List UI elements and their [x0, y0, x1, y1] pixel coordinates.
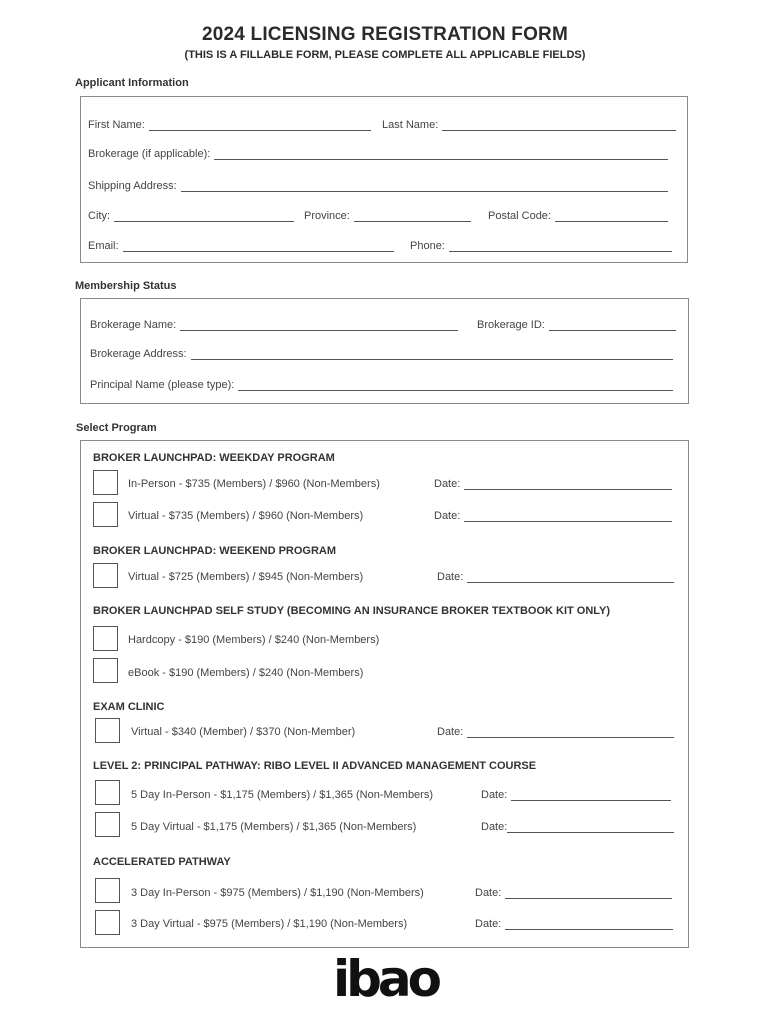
applicant-section-label: Applicant Information — [75, 77, 189, 89]
brokerage-id-input[interactable] — [549, 321, 676, 331]
exam-clinic-virtual-label: Virtual - $340 (Member) / $370 (Non-Member) — [131, 726, 356, 738]
brokerage-name-label: Brokerage Name: — [90, 319, 177, 331]
accelerated-virtual-checkbox[interactable] — [95, 910, 120, 935]
accelerated-heading: ACCELERATED PATHWAY — [93, 856, 231, 868]
date-label: Date: — [481, 821, 508, 833]
province-field[interactable] — [304, 210, 471, 222]
last-name-label: Last Name: — [382, 119, 439, 131]
weekend-virtual-label: Virtual - $725 (Members) / $945 (Non-Members) — [128, 571, 364, 583]
brokerage-id-field[interactable] — [477, 319, 676, 331]
shipping-address-input[interactable] — [181, 182, 668, 192]
self-study-hardcopy-label: Hardcopy - $190 (Members) / $240 (Non-Members) — [128, 634, 380, 646]
postal-code-input[interactable] — [555, 212, 668, 222]
level2-inperson-label: 5 Day In-Person - $1,175 (Members) / $1,365 (Non-Members) — [131, 789, 434, 801]
weekend-heading: BROKER LAUNCHPAD: WEEKEND PROGRAM — [93, 545, 337, 557]
accelerated-inperson-date-input[interactable] — [505, 889, 672, 899]
brokerage-address-field[interactable] — [90, 348, 673, 360]
weekday-inperson-checkbox[interactable] — [93, 470, 118, 495]
weekend-virtual-date-input[interactable] — [467, 573, 674, 583]
phone-label: Phone: — [410, 240, 445, 252]
exam-clinic-virtual-checkbox[interactable] — [95, 718, 120, 743]
phone-input[interactable] — [449, 242, 672, 252]
program-section-label: Select Program — [76, 422, 157, 434]
brokerage-input[interactable] — [214, 150, 668, 160]
exam-clinic-date-field[interactable] — [437, 726, 674, 738]
city-input[interactable] — [114, 212, 294, 222]
self-study-hardcopy-checkbox[interactable] — [93, 626, 118, 651]
weekday-virtual-date-input[interactable] — [464, 512, 672, 522]
membership-section-label: Membership Status — [75, 280, 177, 292]
weekday-virtual-date-field[interactable] — [434, 510, 672, 522]
email-field[interactable] — [88, 240, 394, 252]
page-title: 2024 LICENSING REGISTRATION FORM — [201, 24, 569, 45]
weekday-inperson-label: In-Person - $735 (Members) / $960 (Non-Members) — [128, 478, 380, 490]
level2-inperson-checkbox[interactable] — [95, 780, 120, 805]
accelerated-inperson-date-field[interactable] — [475, 887, 672, 899]
level2-virtual-checkbox[interactable] — [95, 812, 120, 837]
first-name-label: First Name: — [88, 119, 145, 131]
weekday-inperson-date-field[interactable] — [434, 478, 672, 490]
brokerage-address-input[interactable] — [191, 350, 673, 360]
last-name-field[interactable] — [382, 119, 676, 131]
weekday-inperson-date-input[interactable] — [464, 480, 672, 490]
date-label: Date: — [475, 887, 502, 899]
brokerage-address-label: Brokerage Address: — [90, 348, 187, 360]
email-input[interactable] — [123, 242, 394, 252]
self-study-ebook-checkbox[interactable] — [93, 658, 118, 683]
principal-name-field[interactable] — [90, 379, 673, 391]
level2-virtual-label: 5 Day Virtual - $1,175 (Members) / $1,365 (Non-Members) — [131, 821, 417, 833]
self-study-heading: BROKER LAUNCHPAD SELF STUDY (BECOMING AN INSURANCE BROKER TEXTBOOK KIT ONLY) — [93, 605, 611, 617]
ibao-logo: ibao — [333, 950, 439, 1008]
brokerage-name-field[interactable] — [90, 319, 458, 331]
brokerage-name-input[interactable] — [180, 321, 458, 331]
first-name-input[interactable] — [149, 121, 371, 131]
brokerage-id-label: Brokerage ID: — [477, 319, 545, 331]
shipping-address-label: Shipping Address: — [88, 180, 177, 192]
brokerage-field[interactable] — [88, 148, 668, 160]
last-name-input[interactable] — [442, 121, 676, 131]
city-field[interactable] — [88, 210, 294, 222]
principal-name-label: Principal Name (please type): — [90, 379, 235, 391]
phone-field[interactable] — [410, 240, 672, 252]
weekday-virtual-checkbox[interactable] — [93, 502, 118, 527]
postal-code-label: Postal Code: — [488, 210, 551, 222]
province-input[interactable] — [354, 212, 471, 222]
page-subtitle: (THIS IS A FILLABLE FORM, PLEASE COMPLETE ALL APPLICABLE FIELDS) — [184, 49, 586, 61]
weekend-virtual-date-field[interactable] — [437, 571, 674, 583]
date-label: Date: — [434, 478, 461, 490]
date-label: Date: — [434, 510, 461, 522]
exam-clinic-date-input[interactable] — [467, 728, 674, 738]
date-label: Date: — [481, 789, 508, 801]
level2-virtual-date-input[interactable] — [507, 823, 674, 833]
accelerated-virtual-date-input[interactable] — [505, 920, 673, 930]
postal-code-field[interactable] — [488, 210, 668, 222]
accelerated-inperson-label: 3 Day In-Person - $975 (Members) / $1,190 (Non-Members) — [131, 887, 424, 899]
city-label: City: — [88, 210, 110, 222]
date-label: Date: — [437, 571, 464, 583]
weekday-heading: BROKER LAUNCHPAD: WEEKDAY PROGRAM — [93, 452, 335, 464]
level2-inperson-date-field[interactable] — [481, 789, 671, 801]
accelerated-inperson-checkbox[interactable] — [95, 878, 120, 903]
weekend-virtual-checkbox[interactable] — [93, 563, 118, 588]
principal-name-input[interactable] — [238, 381, 673, 391]
brokerage-label: Brokerage (if applicable): — [88, 148, 211, 160]
weekday-virtual-label: Virtual - $735 (Members) / $960 (Non-Members) — [128, 510, 364, 522]
date-label: Date: — [437, 726, 464, 738]
level2-virtual-date-field[interactable] — [481, 821, 674, 833]
level2-inperson-date-input[interactable] — [511, 791, 671, 801]
accelerated-virtual-label: 3 Day Virtual - $975 (Members) / $1,190 (Non-Members) — [131, 918, 408, 930]
province-label: Province: — [304, 210, 350, 222]
self-study-ebook-label: eBook - $190 (Members) / $240 (Non-Members) — [128, 667, 364, 679]
accelerated-virtual-date-field[interactable] — [475, 918, 673, 930]
exam-clinic-heading: EXAM CLINIC — [93, 701, 165, 713]
email-label: Email: — [88, 240, 119, 252]
first-name-field[interactable] — [88, 119, 371, 131]
level2-heading: LEVEL 2: PRINCIPAL PATHWAY: RIBO LEVEL II ADVANCED MANAGEMENT COURSE — [93, 760, 537, 772]
date-label: Date: — [475, 918, 502, 930]
shipping-address-field[interactable] — [88, 180, 668, 192]
